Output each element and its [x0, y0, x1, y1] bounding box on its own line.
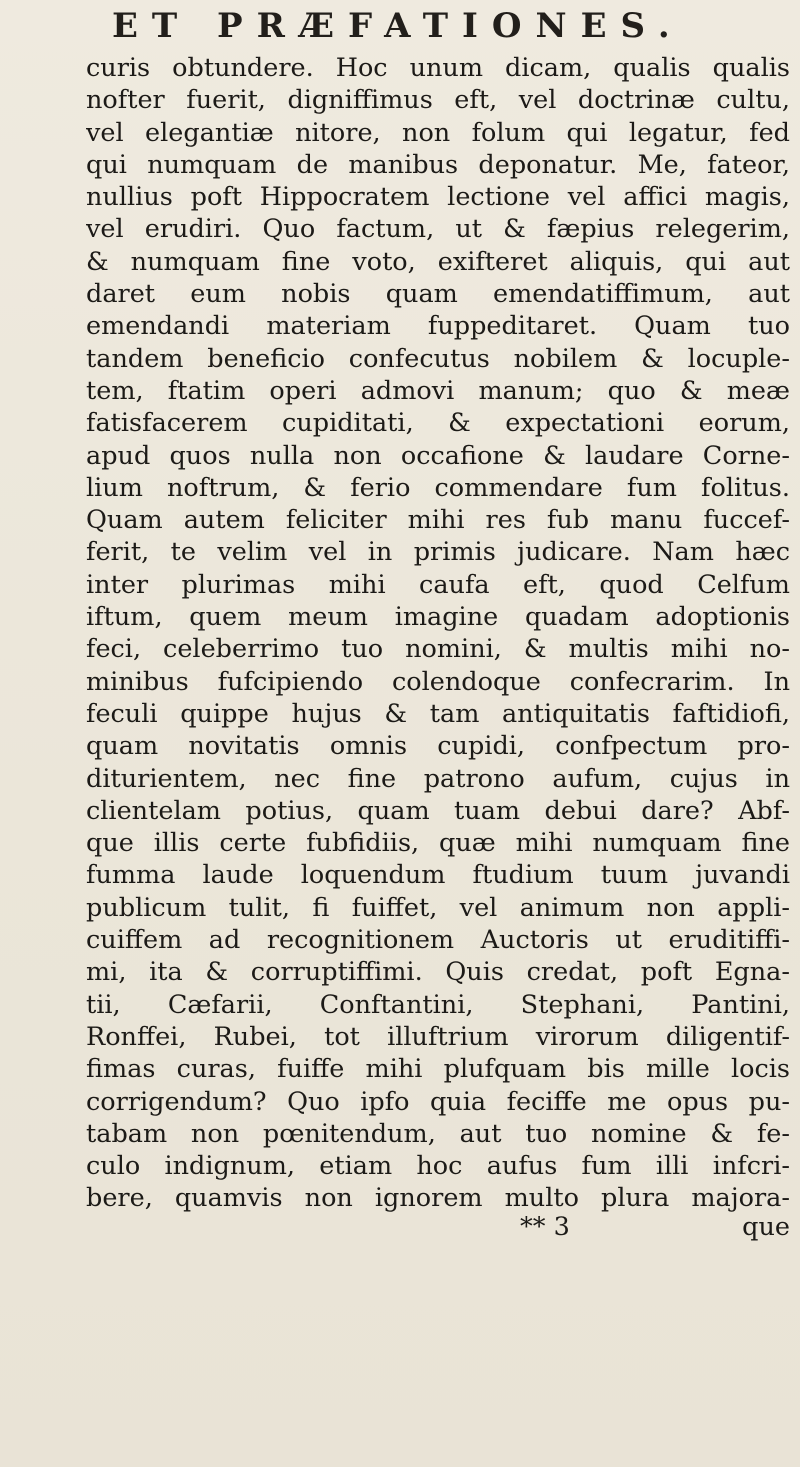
text-line: feculi quippe hujus & tam antiquitatis faftidiofi, — [86, 698, 790, 729]
text-line: tandem beneficio confecutus nobilem & locuple- — [86, 343, 790, 374]
text-line: tii, Cæfarii, Conftantini, Stephani, Pantini, — [86, 989, 790, 1020]
text-line: apud quos nulla non occafione & laudare Corne- — [86, 440, 790, 471]
text-line: vel elegantiæ nitore, non folum qui legatur, fed — [86, 117, 790, 148]
text-line: vel erudiri. Quo factum, ut & fæpius relegerim, — [86, 214, 790, 245]
catchword: que — [742, 1211, 790, 1242]
text-line: lium noftrum, & ferio commendare fum folitus. — [86, 472, 790, 503]
text-line: & numquam fine voto, exifteret aliquis, qui aut — [86, 246, 790, 277]
text-line: mi, ita & corruptiffimi. Quis credat, poft Egna- — [86, 957, 790, 988]
text-line: fatisfacerem cupiditati, & expectationi eorum, — [86, 408, 790, 439]
body-text — [86, 52, 790, 1215]
text-line: tabam non pœnitendum, aut tuo nomine & fe- — [86, 1118, 790, 1149]
text-line: cuiffem ad recognitionem Auctoris ut eruditiffi- — [86, 925, 790, 956]
text-line: qui numquam de manibus deponatur. Me, fateor, — [86, 149, 790, 180]
text-line: que illis certe fubfidiis, quæ mihi numquam fine — [86, 828, 790, 859]
text-line: clientelam potius, quam tuam debui dare? Abf- — [86, 795, 790, 826]
text-line: Quam autem feliciter mihi res fub manu fuccef- — [86, 505, 790, 536]
text-line: bere, quamvis non ignorem multo plura majora- — [86, 1183, 790, 1214]
text-line: nofter fuerit, digniffimus eft, vel doctrinæ cultu, — [86, 85, 790, 116]
text-line: nullius poft Hippocratem lectione vel affici magis, — [86, 182, 790, 213]
text-line: emendandi materiam fuppeditaret. Quam tuo — [86, 311, 790, 342]
text-line: publicum tulit, fi fuiffet, vel animum non appli- — [86, 892, 790, 923]
signature-mark: ** 3 — [520, 1211, 570, 1242]
text-line: ferit, te velim vel in primis judicare. Nam hæc — [86, 537, 790, 568]
text-line: iftum, quem meum imagine quadam adoptionis — [86, 602, 790, 633]
text-line: curis obtundere. Hoc unum dicam, qualis qualis — [86, 53, 790, 83]
text-line: culo indignum, etiam hoc aufus fum illi infcri- — [86, 1151, 790, 1182]
text-line: diturientem, nec fine patrono aufum, cujus in — [86, 763, 790, 794]
text-line: feci, celeberrimo tuo nomini, & multis mihi no- — [86, 634, 790, 665]
text-line: tem, ftatim operi admovi manum; quo & meæ — [86, 375, 790, 406]
text-line: fumma laude loquendum ftudium tuum juvandi — [86, 860, 790, 891]
text-line: quam novitatis omnis cupidi, confpectum pro- — [86, 731, 790, 762]
page-footer — [86, 1211, 790, 1243]
text-line: fimas curas, fuiffe mihi plufquam bis mille locis — [86, 1054, 790, 1085]
text-line: Ronffei, Rubei, tot illuftrium virorum diligentif- — [86, 1021, 790, 1052]
text-line: minibus fufcipiendo colendoque confecrarim. In — [86, 666, 790, 697]
text-line: corrigendum? Quo ipfo quia feciffe me opus pu- — [86, 1086, 790, 1117]
running-head: ET PRÆFATIONES. — [112, 6, 684, 46]
text-line: daret eum nobis quam emendatiffimum, aut — [86, 279, 790, 310]
text-line: inter plurimas mihi caufa eft, quod Celfum — [86, 569, 790, 600]
